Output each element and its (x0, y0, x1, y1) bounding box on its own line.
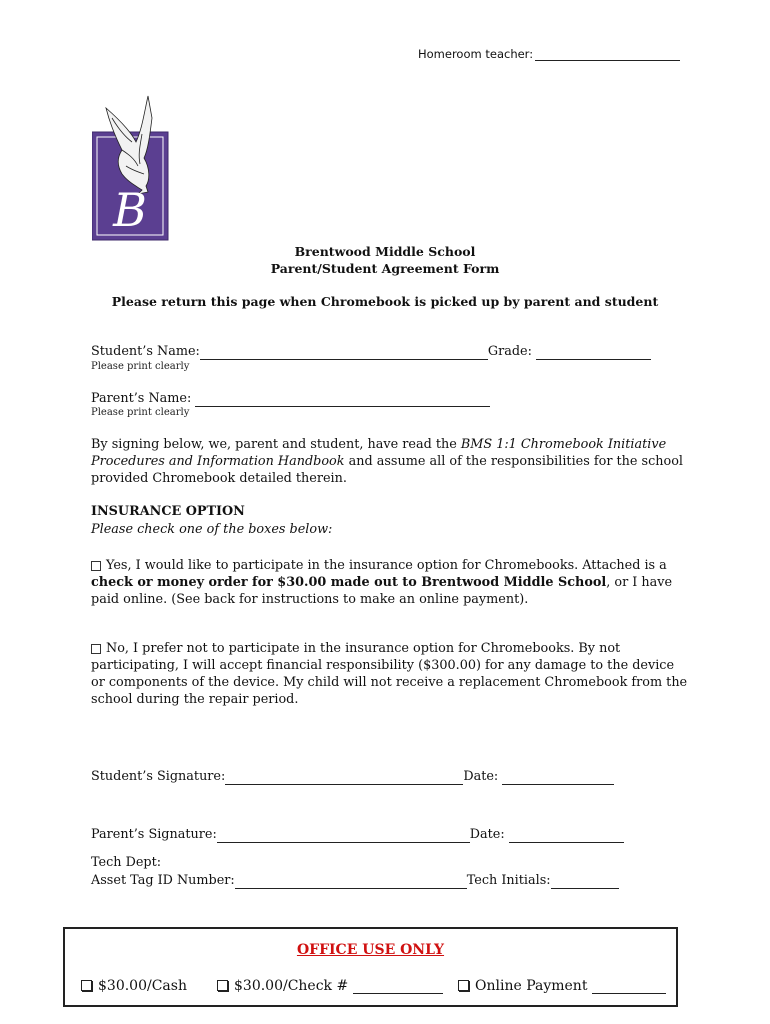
office-option-check (217, 978, 443, 994)
office-use-title: OFFICE USE ONLY (296, 942, 445, 958)
insurance-yes-option (91, 557, 691, 608)
check-label: $30.00/Check # (234, 978, 349, 994)
homeroom-teacher-field (418, 47, 680, 61)
tech-dept-label: Tech Dept: (91, 855, 162, 870)
online-checkbox[interactable] (458, 980, 469, 991)
tech-initials-label: Tech Initials: (466, 873, 551, 888)
return-instruction: Please return this page when Chromebook is picked up by parent and student (111, 294, 659, 309)
grade-label: Grade: (487, 344, 532, 359)
print-hint-2: Please print clearly (91, 407, 190, 418)
yes-text-pre: Yes, I would like to participate in the insurance option for Chromebooks. Attached is a (106, 558, 667, 573)
agreement-pre: By signing below, we, parent and student, have read the (91, 437, 461, 452)
insurance-subheading: Please check one of the boxes below: (91, 522, 333, 537)
school-logo (92, 94, 170, 242)
grade-line[interactable] (536, 346, 651, 360)
yes-text-post: , or I have paid online. (See back for instructions to make an online payment). (91, 575, 673, 607)
parent-name-line[interactable] (195, 393, 490, 407)
online-label: Online Payment (475, 978, 588, 994)
form-title: Parent/Student Agreement Form (270, 261, 500, 276)
asset-tag-line[interactable] (235, 875, 467, 889)
cash-label: $30.00/Cash (98, 978, 187, 994)
insurance-no-option (91, 640, 691, 708)
check-number-line[interactable] (353, 978, 443, 994)
school-name: Brentwood Middle School (294, 244, 476, 259)
office-use-box (63, 927, 678, 1007)
homeroom-label: Homeroom teacher: (418, 47, 534, 61)
date-label-parent: Date: (469, 827, 505, 842)
check-checkbox[interactable] (217, 980, 228, 991)
print-hint: Please print clearly (91, 361, 190, 372)
no-checkbox[interactable] (91, 644, 101, 654)
handbook-title: BMS 1:1 Chromebook Initiative Procedures and Information Handbook (91, 437, 667, 469)
tech-initials-line[interactable] (551, 875, 619, 889)
agreement-post: and assume all of the responsibilities for the school provided Chromebook detailed therein. (91, 454, 684, 486)
insurance-heading: INSURANCE OPTION (91, 504, 245, 519)
cash-checkbox[interactable] (81, 980, 92, 991)
logo-letter: B (113, 183, 147, 237)
parent-name-label: Parent’s Name: (91, 391, 192, 406)
asset-tag-label: Asset Tag ID Number: (91, 873, 235, 888)
agreement-paragraph (91, 436, 691, 487)
student-signature-label: Student’s Signature: (91, 769, 226, 784)
yes-text-bold: check or money order for $30.00 made out to Brentwood Middle School (91, 575, 607, 590)
student-signature-row (91, 768, 614, 785)
online-line[interactable] (592, 978, 666, 994)
office-option-online (458, 978, 666, 994)
no-text: No, I prefer not to participate in the insurance option for Chromebooks. By not participating, I will accept financial responsibility ($300.00) for any damage to the device or components of the device. My child will not receive a replacement Chromebook from the school during the repair period. (91, 641, 688, 707)
asset-tag-row (91, 872, 619, 889)
student-name-row (91, 343, 651, 360)
date-label-student: Date: (463, 769, 499, 784)
yes-checkbox[interactable] (91, 561, 101, 571)
student-date-line[interactable] (502, 771, 614, 785)
student-name-line[interactable] (200, 346, 488, 360)
office-option-cash (81, 978, 187, 994)
homeroom-teacher-line[interactable] (535, 48, 680, 61)
parent-signature-label: Parent’s Signature: (91, 827, 217, 842)
parent-name-row (91, 390, 490, 407)
parent-signature-row (91, 826, 624, 843)
student-name-label: Student’s Name: (91, 344, 200, 359)
parent-signature-line[interactable] (217, 829, 470, 843)
parent-date-line[interactable] (509, 829, 624, 843)
student-signature-line[interactable] (225, 771, 463, 785)
